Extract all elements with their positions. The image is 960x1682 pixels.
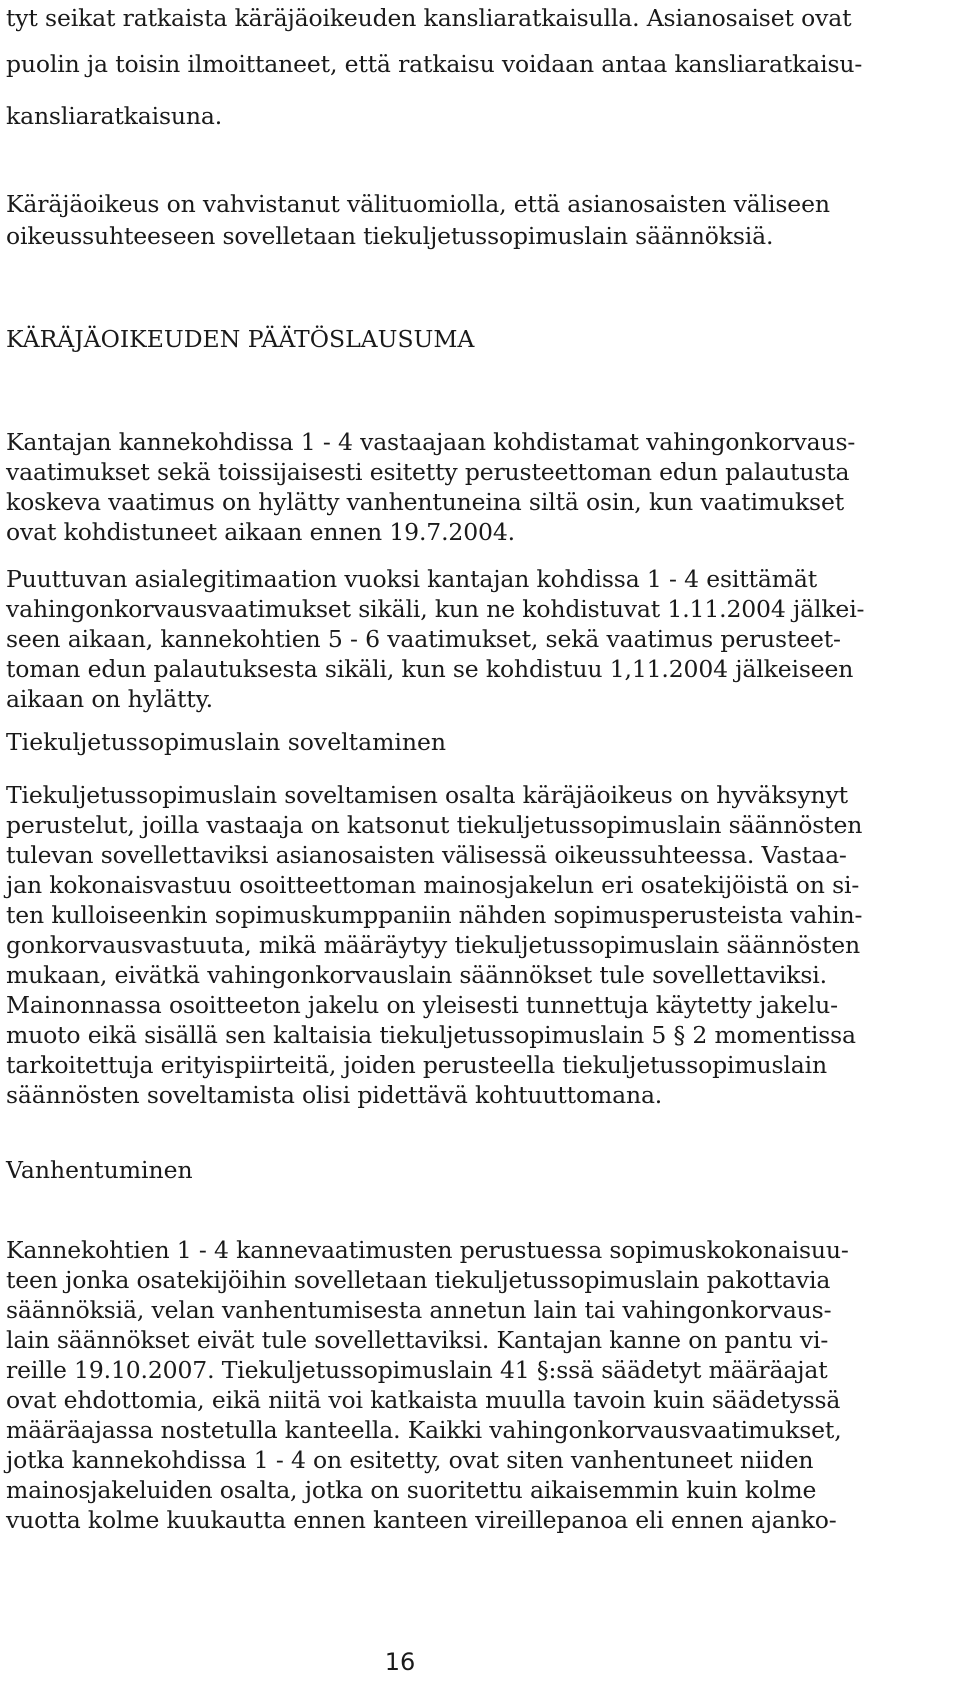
section-application-line: perustelut, joilla vastaaja on katsonut tiekuljetussopimuslain säännösten xyxy=(6,811,863,839)
intro-line: puolin ja toisin ilmoittaneet, että ratkaisu voidaan antaa kansliaratkaisu- xyxy=(6,50,863,78)
ruling-paragraph-1-line: Kantajan kannekohdissa 1 - 4 vastaajaan kohdistamat vahingonkorvaus- xyxy=(6,428,856,456)
section-application-line: säännösten soveltamista olisi pidettävä kohtuuttomana. xyxy=(6,1081,663,1109)
ruling-paragraph-2-line: aikaan on hylätty. xyxy=(6,685,213,713)
section-limitation-line: jotka kannekohdissa 1 - 4 on esitetty, ovat siten vanhentuneet niiden xyxy=(6,1446,814,1474)
section-limitation-line: teen jonka osatekijöihin sovelletaan tiekuljetussopimuslain pakottavia xyxy=(6,1266,831,1294)
section-application-line: tulevan sovellettaviksi asianosaisten välisessä oikeussuhteessa. Vastaa- xyxy=(6,841,847,869)
section-application-line: mukaan, eivätkä vahingonkorvauslain säännökset tule sovellettaviksi. xyxy=(6,961,827,989)
interim-award-line: Käräjäoikeus on vahvistanut välituomiolla, että asianosaisten väliseen xyxy=(6,190,830,218)
section-limitation-line: Kannekohtien 1 - 4 kannevaatimusten perustuessa sopimuskokonaisuu- xyxy=(6,1236,849,1264)
section-application-line: jan kokonaisvastuu osoitteettoman mainosjakelun eri osatekijöistä on si- xyxy=(6,871,860,899)
ruling-paragraph-2-line: seen aikaan, kannekohtien 5 - 6 vaatimukset, sekä vaatimus perusteet- xyxy=(6,625,841,653)
section-application-line: Mainonnassa osoitteeton jakelu on yleisesti tunnettuja käytetty jakelu- xyxy=(6,991,838,1019)
intro-line: tyt seikat ratkaista käräjäoikeuden kansliaratkaisulla. Asianosaiset ovat xyxy=(6,4,852,32)
ruling-heading: KÄRÄJÄOIKEUDEN PÄÄTÖSLAUSUMA xyxy=(6,325,475,353)
section-limitation-line: säännöksiä, velan vanhentumisesta annetun lain tai vahingonkorvaus- xyxy=(6,1296,832,1324)
section-limitation-line: vuotta kolme kuukautta ennen kanteen vireillepanoa eli ennen ajanko- xyxy=(6,1506,837,1534)
ruling-paragraph-2-line: toman edun palautuksesta sikäli, kun se kohdistuu 1,11.2004 jälkeiseen xyxy=(6,655,854,683)
page-number: 16 xyxy=(384,1648,416,1676)
section-heading-limitation: Vanhentuminen xyxy=(6,1156,193,1184)
section-heading-application: Tiekuljetussopimuslain soveltaminen xyxy=(6,728,447,756)
ruling-paragraph-2-line: Puuttuvan asialegitimaation vuoksi kantajan kohdissa 1 - 4 esittämät xyxy=(6,565,817,593)
section-limitation-line: reille 19.10.2007. Tiekuljetussopimuslain 41 §:ssä säädetyt määräajat xyxy=(6,1356,828,1384)
ruling-paragraph-1-line: vaatimukset sekä toissijaisesti esitetty perusteettoman edun palautusta xyxy=(6,458,850,486)
section-application-line: muoto eikä sisällä sen kaltaisia tiekuljetussopimuslain 5 § 2 momentissa xyxy=(6,1021,856,1049)
section-limitation-line: mainosjakeluiden osalta, jotka on suoritettu aikaisemmin kuin kolme xyxy=(6,1476,817,1504)
ruling-paragraph-1-line: ovat kohdistuneet aikaan ennen 19.7.2004. xyxy=(6,518,515,546)
section-application-line: Tiekuljetussopimuslain soveltamisen osalta käräjäoikeus on hyväksynyt xyxy=(6,781,848,809)
interim-award-line: oikeussuhteeseen sovelletaan tiekuljetussopimuslain säännöksiä. xyxy=(6,222,774,250)
intro-line: kansliaratkaisuna. xyxy=(6,102,223,130)
section-limitation-line: ovat ehdottomia, eikä niitä voi katkaista muulla tavoin kuin säädetyssä xyxy=(6,1386,841,1414)
section-application-line: tarkoitettuja erityispiirteitä, joiden perusteella tiekuljetussopimuslain xyxy=(6,1051,827,1079)
ruling-paragraph-2-line: vahingonkorvausvaatimukset sikäli, kun ne kohdistuvat 1.11.2004 jälkei- xyxy=(6,595,865,623)
section-application-line: gonkorvausvastuuta, mikä määräytyy tiekuljetussopimuslain säännösten xyxy=(6,931,861,959)
section-limitation-line: lain säännökset eivät tule sovellettaviksi. Kantajan kanne on pantu vi- xyxy=(6,1326,829,1354)
ruling-paragraph-1-line: koskeva vaatimus on hylätty vanhentuneina siltä osin, kun vaatimukset xyxy=(6,488,845,516)
section-limitation-line: määräajassa nostetulla kanteella. Kaikki vahingonkorvausvaatimukset, xyxy=(6,1416,842,1444)
section-application-line: ten kulloiseenkin sopimuskumppaniin nähden sopimusperusteista vahin- xyxy=(6,901,863,929)
